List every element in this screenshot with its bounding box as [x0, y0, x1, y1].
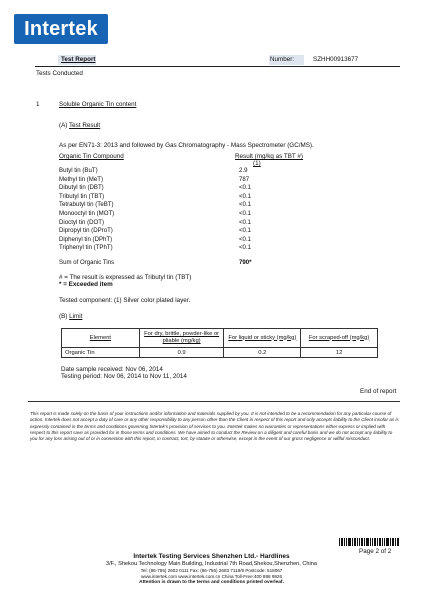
result-heading: Test Result	[69, 122, 101, 129]
note-exceeded: * = Exceeded item	[59, 281, 113, 288]
compound-name: Dioctyl tin (DOT)	[59, 218, 105, 226]
compound-row	[59, 219, 359, 228]
header-rule	[35, 66, 400, 67]
sum-row	[59, 259, 359, 268]
section-title: Tests Conducted	[36, 70, 83, 77]
test-index: 1	[36, 101, 40, 108]
sum-label: Sum of Organic Tins	[59, 259, 115, 266]
compound-row	[59, 236, 359, 245]
limit-table-row	[62, 348, 378, 358]
compound-name: Butyl tin (BuT)	[59, 167, 98, 174]
limit-header-liquid: For liquid or sticky (mg/kg)	[224, 329, 301, 348]
limit-cell-element: Organic Tin	[62, 348, 140, 358]
compound-name: Triphenyl tin (TPhT)	[59, 244, 113, 252]
compound-value: <0.1	[239, 201, 252, 209]
limit-table-header-row	[62, 329, 378, 348]
disclaimer-rule	[28, 401, 400, 402]
compound-row	[59, 184, 359, 193]
compound-row	[59, 167, 359, 176]
footer-notice: Attention is drawn to the terms and conditions printed overleaf.	[139, 580, 284, 585]
limit-header-dry: For dry, brittle, powder-like or pliable (mg/kg)	[139, 329, 224, 348]
limit-cell-liquid: 0.2	[224, 348, 301, 358]
compound-value: 2.9	[239, 167, 248, 174]
compound-name: Dipropyl tin (DProT)	[59, 227, 113, 235]
limit-cell-scraped: 12	[301, 348, 378, 358]
date-received: Date sample received: Nov 06, 2014	[61, 366, 163, 373]
compound-name: Methyl tin (MeT)	[59, 175, 104, 183]
compound-value: <0.1	[239, 244, 252, 252]
test-method: As per EN71-3: 2013 and followed by Gas Chromatography - Mass Spectrometer (GC/MS).	[59, 142, 314, 149]
barcode	[339, 538, 399, 546]
end-of-report: End of report	[360, 388, 397, 395]
sum-value: 790*	[239, 259, 252, 266]
test-name: Soluble Organic Tin content	[59, 101, 137, 108]
limit-header-element: Element	[62, 329, 140, 348]
testing-period: Testing period: Nov 06, 2014 to Nov 11, 2014	[61, 373, 187, 380]
limit-heading: Limit	[69, 313, 83, 320]
compound-name: Tributyl tin (TBT)	[59, 192, 105, 200]
col-compound-header: Organic Tin Compound	[59, 153, 124, 160]
limit-table	[61, 328, 378, 358]
compound-row	[59, 244, 359, 253]
tested-component: Tested component: (1) Silver color plated layer.	[59, 297, 191, 304]
limit-cell-dry: 0.9	[139, 348, 224, 358]
compound-value: <0.1	[239, 227, 252, 235]
result-heading-prefix: (A) Test Result	[59, 122, 101, 129]
col-result-subheader: (1)	[253, 160, 261, 167]
compound-row	[59, 210, 359, 219]
footer-web: www.intertek.com www.intertek.com.cn China Toll-Free:400 886 9926	[140, 574, 283, 579]
footer-address: 3/F., Shekou Technology Main Building, Industrial 7th Road,Shekou,Shenzhen, China	[105, 561, 318, 567]
limit-header-scraped: For scraped-off (mg/kg)	[301, 329, 378, 348]
compound-value: 787	[239, 175, 250, 183]
compound-value: <0.1	[239, 218, 252, 226]
compound-value: <0.1	[239, 184, 252, 192]
page-number: Page 2 of 2	[359, 548, 392, 555]
col-result-header: Result (mg/kg as TBT #)	[235, 153, 304, 160]
number-label: Number:	[270, 56, 295, 63]
report-number: SZHH00913677	[313, 56, 359, 63]
disclaimer-text: This report is made solely on the basis of your instructions and/or information and materials supplied by you. It is not intended to be a recommendation for any particular course of action. Intertek does not accept a duty of care or any other responsibility to any person other than the Client in respect of this report and only accepts liability to the Client insofar as is expressly contained in the terms and conditions governing Intertek's provision of services to you. Intertek makes no warranties or representations either express or implied with respect to this report save as provided for in those terms and conditions. We have aimed to conduct the Review on a diligent and careful basis and we do not accept any liability to you for any loss arising out of or in connection with this report, in contract, tort, by statute or otherwise, except in the event of our gross negligence or willful misconduct.	[30, 411, 399, 442]
compound-name: Tetrabutyl tin (TeBT)	[59, 201, 114, 209]
footer-tel: Tel: (86-755) 2602 0111 Fax: (86-755) 2683 7118/9 Postcode: 518067	[140, 568, 283, 573]
compound-value: <0.1	[239, 192, 252, 200]
compound-row	[59, 201, 359, 210]
footer-company: Intertek Testing Services Shenzhen Ltd.- Hardlines	[133, 553, 290, 560]
compound-value: <0.1	[239, 235, 252, 243]
compound-row	[59, 227, 359, 236]
note-tbt: # = The result is expressed as Tributyl tin (TBT)	[59, 274, 192, 281]
compound-value: <0.1	[239, 210, 252, 217]
compound-row	[59, 176, 359, 185]
limit-heading-prefix: (B) Limit	[59, 313, 83, 320]
intertek-logo: Intertek	[14, 14, 108, 44]
compound-name: Monooctyl tin (MOT)	[59, 210, 115, 217]
compound-row	[59, 193, 359, 202]
compound-name: Diphenyl tin (DPhT)	[59, 235, 113, 243]
compound-name: Dibutyl tin (DBT)	[59, 184, 104, 192]
report-label: Test Report	[61, 56, 96, 63]
